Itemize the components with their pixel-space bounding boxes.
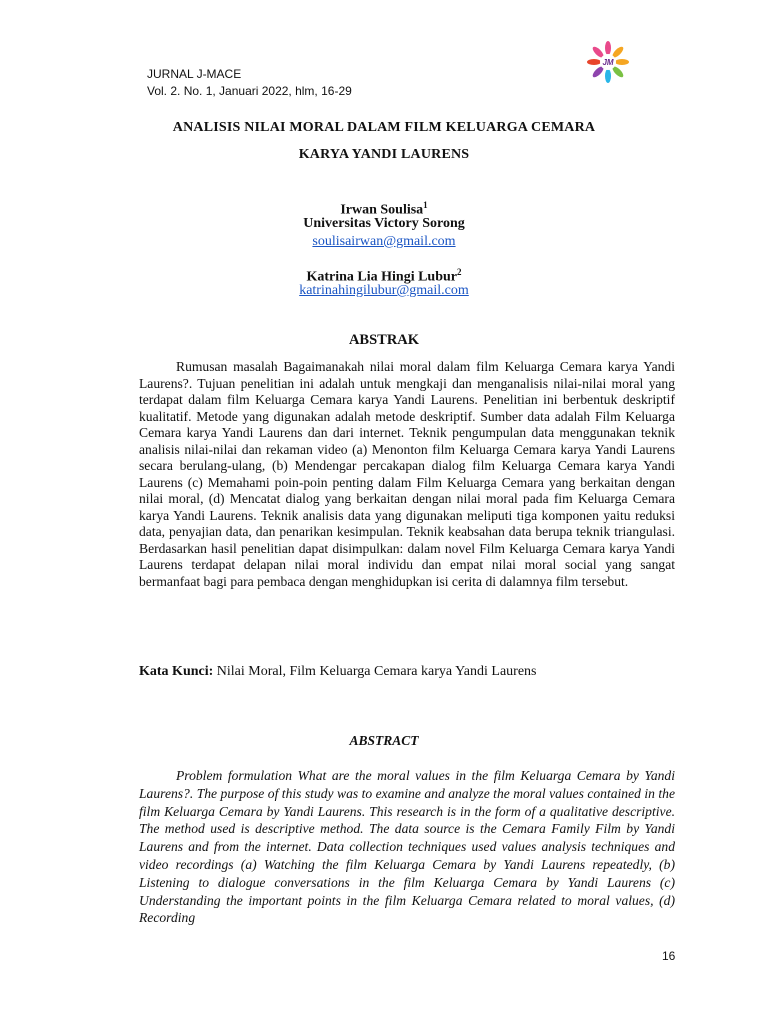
author-2-name: Katrina Lia Hingi Lubur (306, 269, 458, 285)
author-2-email[interactable]: katrinahingilubur@gmail.com (299, 283, 469, 298)
journal-header (147, 66, 352, 100)
author-2-sup: 2 (457, 267, 462, 277)
page-number: 16 (662, 949, 676, 963)
logo-text: JM (602, 58, 614, 67)
abstract-heading: ABSTRACT (349, 733, 419, 748)
abstract-body (139, 767, 675, 927)
author-2-email-line (100, 282, 668, 299)
abstract-paragraph: Problem formulation What are the moral values in the film Keluarga Cemara by Yandi Laurens?. The purpose of this study was to examine and analyze the moral values contained in the film Keluarga Cemara by Yandi Laurens. This research is in the form of a qualitative descriptive. The method used is descriptive method. The data source is the Cemara Family Film by Yandi Laurens and from the internet. Data collection techniques used values analysis techniques and video recordings (a) Watching the film Keluarga Cemara by Yandi Laurens repeatedly, (b) Listening to dialogue conversations in the film Keluarga Cemara by Yandi Laurens (c) Understanding the important points in the film Keluarga Cemara related to moral values, (d) Recording (139, 768, 675, 926)
author-1-sup: 1 (423, 200, 428, 210)
author-1-email[interactable]: soulisairwan@gmail.com (312, 234, 456, 249)
keywords-label: Kata Kunci: (139, 664, 214, 679)
abstrak-body (139, 359, 675, 590)
keywords (139, 663, 675, 680)
abstrak-heading: ABSTRAK (348, 332, 420, 348)
author-1-name: Irwan Soulisa (340, 202, 424, 218)
journal-volume: Vol. 2. No. 1, Januari 2022, hlm, 16-29 (147, 84, 352, 98)
abstrak-paragraph: Rumusan masalah Bagaimanakah nilai moral dalam film Keluarga Cemara karya Yandi Laurens?. Tujuan penelitian ini adalah untuk mengkaji dan menganalisis nilai-nilai moral yang terdapat dalam film Keluarga Cemara karya Yandi Laurens. Penelitian ini berbentuk deskriptif kualitatif. Metode yang digunakan adalah metode deskriptif. Sumber data adalah Film Keluarga Cemara karya Yandi Laurens dan dari internet. Teknik pengumpulan data menggunakan teknik analisis nilai-nilai dan rekaman video (a) Menonton film Keluarga Cemara karya Yandi Laurens secara berulang-ulang, (b) Mendengar percakapan dialog film Keluarga Cemara karya Yandi Laurens (c) Memahami poin-poin penting dalam Film Keluarga Cemara yang berkaitan dengan nilai moral, (d) Mencatat dialog yang berkaitan dengan nilai moral pada fim Keluarga Cemara karya Yandi Laurens. Teknik analisis data yang digunakan meliputi tiga komponen yaitu reduksi data, penyajian data, dan penarikan kesimpulan. Teknik keabsahan data berupa teknik triangulasi. Berdasarkan hasil penelitian dapat disimpulkan: dalam novel Film Keluarga Cemara karya Yandi Laurens terdapat delapan nilai moral individu dan empat nilai moral social yang sangat bermanfaat bagi para pembaca dengan menghidupkan isi cerita di dalamnya film tersebut. (139, 359, 675, 589)
author-1-affiliation: Universitas Victory Sorong (303, 216, 465, 231)
paper-title-line-1: ANALISIS NILAI MORAL DALAM FILM KELUARGA CEMARA (172, 120, 596, 135)
journal-name: JURNAL J-MACE (147, 67, 242, 81)
author-1-email-line (100, 233, 668, 250)
paper-title-line-2: KARYA YANDI LAURENS (298, 147, 470, 162)
keywords-value: Nilai Moral, Film Keluarga Cemara karya Yandi Laurens (216, 664, 537, 679)
journal-logo-icon (585, 40, 631, 84)
